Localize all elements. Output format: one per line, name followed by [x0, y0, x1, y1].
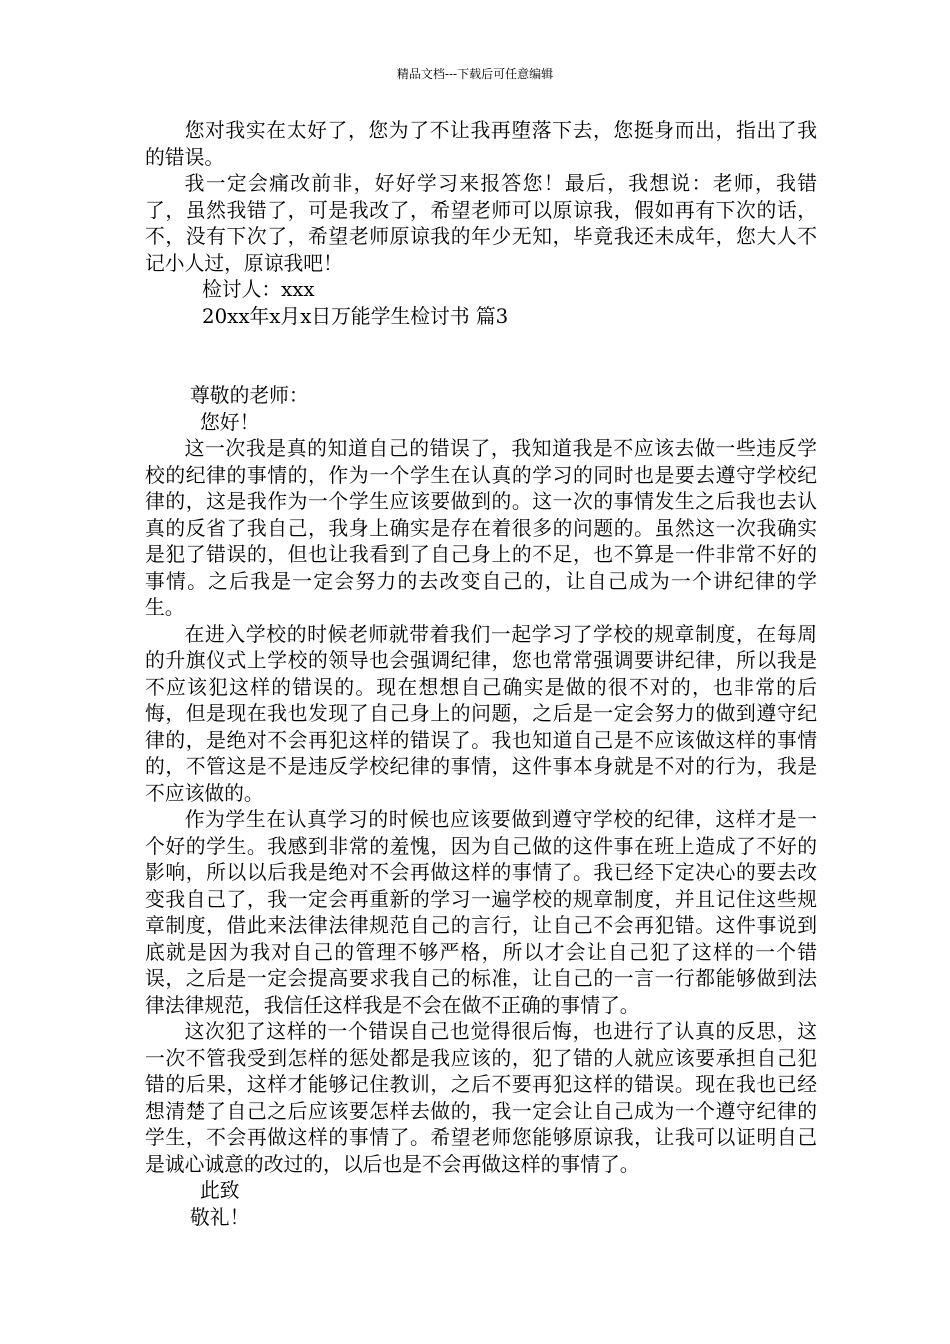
paragraph: 在进入学校的时候老师就带着我们一起学习了学校的规章制度，在每周的升旗仪式上学校的领导也会强调纪律，您也常常强调要讲纪律，所以我是不应该犯这样的错误的。现在想想自己确实是做的很不对的，也非常的后悔，但是现在我也发现了自己身上的问题，之后是一定会努力的做到遵守纪律的，是绝对不会再犯这样的错误了。我也知道自己是不应该做这样的事情的，不管这是不是违反学校纪律的事情，这件事本身就是不对的行为，我是不应该做的。 — [145, 622, 817, 805]
closing-salute: 敬礼！ — [190, 1205, 250, 1229]
paragraph: 这次犯了这样的一个错误自己也觉得很后悔，也进行了认真的反思，这一次不管我受到怎样的惩处都是我应该的，犯了错的人就应该要承担自己犯错的后果，这样才能够记住教训，之后不要再犯这样的错误。现在我也已经想清楚了自己之后应该要怎样去做的，我一定会让自己成为一个遵守纪律的学生，不会再做这样的事情了。希望老师您能够原谅我，让我可以证明自己是诚心诚意的改过的，以后也是不会再做这样的事情了。 — [145, 1020, 817, 1176]
date-title-line: 20xx年x月x日万能学生检讨书 篇3 — [202, 304, 509, 328]
signer-line: 检讨人：xxx — [202, 278, 315, 301]
greeting: 您好！ — [200, 410, 260, 434]
spacer — [145, 330, 817, 383]
salutation: 尊敬的老师： — [190, 384, 309, 407]
paragraph: 作为学生在认真学习的时候也应该要做到遵守学校的纪律，这样才是一个好的学生。我感到非常的羞愧，因为自己做的这件事在班上造成了不好的影响，所以以后我是绝对不会再做这样的事情了。我已经下定决心的要去改变我自己了，我一定会再重新的学习一遍学校的规章制度，并且记住这些规章制度，借此来法律法律规范自己的言行，让自己不会再犯错。这件事说到底就是因为我对自己的管理不够严格，所以才会让自己犯了这样的一个错误，之后是一定会提高要求我自己的标准，让自己的一言一行都能够做到法律法律规范，我信任这样我是不会在做不正确的事情了。 — [145, 808, 817, 1017]
page-header: 精品文档---下载后可任意编辑 — [396, 67, 554, 81]
document-body — [145, 118, 817, 1231]
paragraph: 您对我实在太好了，您为了不让我再堕落下去，您挺身而出，指出了我的错误。 — [145, 119, 817, 169]
paragraph: 我一定会痛改前非，好好学习来报答您！最后，我想说：老师，我错了，虽然我错了，可是我改了，希望老师可以原谅我，假如再有下次的话，不，没有下次了，希望老师原谅我的年少无知，毕竟我还未成年，您大人不记小人过，原谅我吧！ — [145, 172, 817, 275]
paragraph: 这一次我是真的知道自己的错误了，我知道我是不应该去做一些违反学校的纪律的事情的，作为一个学生在认真的学习的同时也是要去遵守学校纪律的，这是我作为一个学生应该要做到的。这一次的事情发生之后我也去认真的反省了我自己，我身上确实是存在着很多的问题的。虽然这一次我确实是犯了错误的，但也让我看到了自己身上的不足，也不算是一件非常不好的事情。之后我是一定会努力的去改变自己的，让自己成为一个讲纪律的学生。 — [145, 437, 817, 619]
closing-line: 此致 — [200, 1179, 240, 1202]
